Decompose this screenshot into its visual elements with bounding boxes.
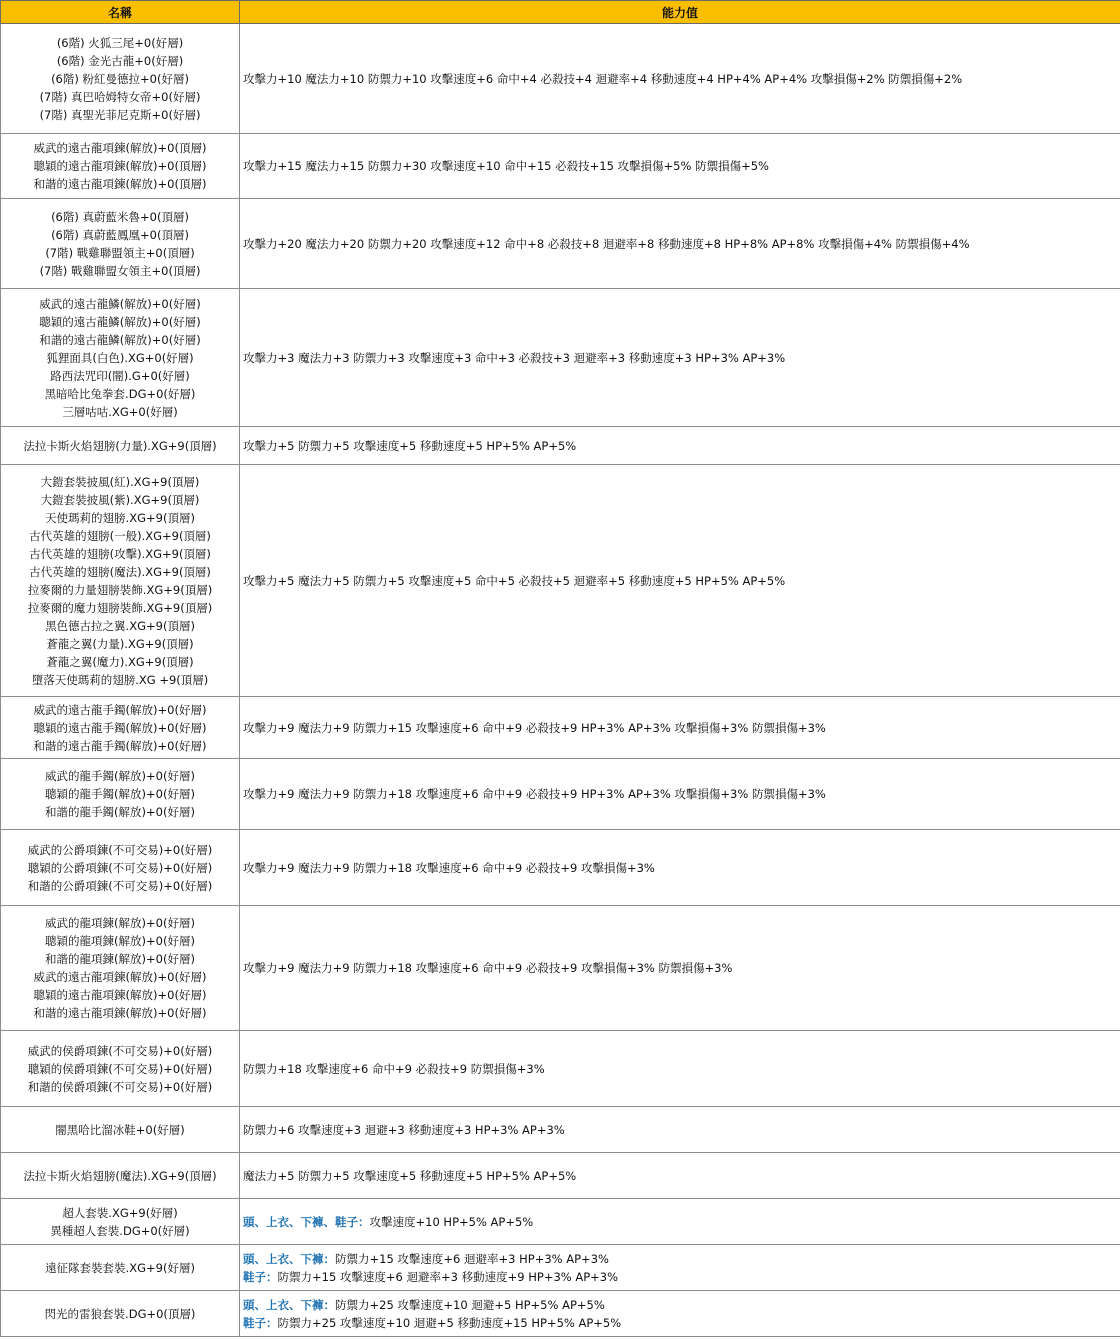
ability-value-cell <box>240 906 1120 1031</box>
item-name: 異種超人套裝.DG+0(好層) <box>50 1223 190 1238</box>
table-row <box>1 906 1120 1031</box>
item-name: 聰穎的龍手鐲(解放)+0(好層) <box>45 787 195 801</box>
item-name: 和諧的龍項鍊(解放)+0(好層) <box>45 952 195 966</box>
item-name: 聰穎的龍項鍊(解放)+0(好層) <box>45 934 195 948</box>
table-row <box>1 465 1120 697</box>
ability-value-cell <box>240 697 1120 759</box>
item-name: 黑暗哈比兔拳套.DG+0(好層) <box>44 386 196 401</box>
item-name: (7階) 戰雞聯盟領主+0(頂層) <box>45 245 195 260</box>
ability-value-cell <box>240 1199 1120 1245</box>
item-name: 狐狸面具(白色).XG+0(好層) <box>46 350 194 365</box>
ability-value-cell <box>240 289 1120 427</box>
table-row <box>1 1199 1120 1245</box>
ability-value-text: 攻擊力+20 魔法力+20 防禦力+20 攻擊速度+12 命中+8 必殺技+8 迴避率+8 移動速度+8 HP+8% AP+8% 攻擊損傷+4% 防禦損傷+4% <box>243 236 970 251</box>
ability-value-cell <box>240 24 1120 134</box>
ability-value-line <box>243 437 1120 455</box>
item-name: 超人套裝.XG+9(好層) <box>62 1205 178 1220</box>
header-value: 能力值 <box>240 1 1120 24</box>
item-name-cell <box>1 697 240 759</box>
table-row <box>1 1153 1120 1199</box>
item-name: 威武的侯爵項鍊(不可交易)+0(好層) <box>27 1043 213 1058</box>
item-name-cell <box>1 759 240 830</box>
item-name-cell <box>1 906 240 1031</box>
ability-value-line <box>243 719 1120 737</box>
header-name: 名稱 <box>1 1 240 24</box>
ability-value-line <box>243 572 1120 590</box>
item-name: 黑色德古拉之翼.XG+9(頂層) <box>45 618 195 633</box>
ability-value-text: 攻擊速度+10 HP+5% AP+5% <box>369 1214 534 1229</box>
ability-value-line <box>243 1121 1120 1139</box>
item-name: 拉麥爾的力量翅膀裝飾.XG+9(頂層) <box>27 582 213 597</box>
item-name: 墮落天使瑪莉的翅膀.XG +9(頂層) <box>31 672 209 687</box>
ability-value-line <box>243 1268 1120 1286</box>
item-name: 法拉卡斯火焰翅膀(魔法).XG+9(頂層) <box>23 1168 217 1183</box>
item-name: 和諧的遠古龍項鍊(解放)+0(好層) <box>33 1006 207 1020</box>
ability-value-text: 攻擊力+15 魔法力+15 防禦力+30 攻擊速度+10 命中+15 必殺技+15 攻擊損傷+5% 防禦損傷+5% <box>243 159 769 173</box>
item-name: 和諧的遠古龍鱗(解放)+0(好層) <box>39 332 201 347</box>
ability-value-text: 魔法力+5 防禦力+5 攻擊速度+5 移動速度+5 HP+5% AP+5% <box>243 1168 577 1183</box>
table-row <box>1 199 1120 289</box>
ability-value-text: 攻擊力+9 魔法力+9 防禦力+15 攻擊速度+6 命中+9 必殺技+9 HP+3% AP+3% 攻擊損傷+3% 防禦損傷+3% <box>243 720 826 735</box>
ability-value-line <box>243 1296 1120 1314</box>
item-name: 和諧的公爵項鍊(不可交易)+0(好層) <box>27 878 213 893</box>
item-name: 聰穎的遠古龍鱗(解放)+0(好層) <box>39 314 201 329</box>
item-name: 蒼龍之翼(力量).XG+9(頂層) <box>46 636 194 651</box>
item-name: 遠征隊套裝套裝.XG+9(好層) <box>45 1260 195 1275</box>
item-name-cell <box>1 134 240 199</box>
item-name-cell <box>1 1031 240 1107</box>
ability-value-cell <box>240 465 1120 697</box>
item-name-cell <box>1 1245 240 1291</box>
ability-value-cell <box>240 1031 1120 1107</box>
ability-value-cell <box>240 1107 1120 1153</box>
item-name: 威武的遠古龍項鍊(解放)+0(好層) <box>33 970 207 984</box>
item-name: 和諧的侯爵項鍊(不可交易)+0(好層) <box>27 1079 213 1094</box>
item-name-cell <box>1 199 240 289</box>
ability-value-text: 防禦力+15 攻擊速度+6 迴避率+3 HP+3% AP+3% <box>335 1251 609 1266</box>
item-name: 威武的龍項鍊(解放)+0(好層) <box>45 916 195 930</box>
ability-value-cell <box>240 830 1120 906</box>
ability-value-line <box>243 349 1120 367</box>
item-name-cell <box>1 1199 240 1245</box>
item-name: (6階) 真蔚藍鳳凰+0(頂層) <box>51 227 189 242</box>
equipment-slot-label: 鞋子： <box>243 1269 278 1284</box>
ability-value-text: 防禦力+6 攻擊速度+3 迴避+3 移動速度+3 HP+3% AP+3% <box>243 1122 565 1137</box>
table-row <box>1 1107 1120 1153</box>
ability-value-text: 攻擊力+9 魔法力+9 防禦力+18 攻擊速度+6 命中+9 必殺技+9 攻擊損傷+3% 防禦損傷+3% <box>243 961 733 975</box>
ability-value-cell <box>240 427 1120 465</box>
ability-value-cell <box>240 1291 1120 1337</box>
item-name: 三層咕咕.XG+0(好層) <box>62 404 178 419</box>
ability-value-line <box>243 1167 1120 1185</box>
item-name-cell <box>1 465 240 697</box>
item-name: 路西法咒印(闇).G+0(好層) <box>50 368 190 383</box>
item-name: 古代英雄的翅膀(一般).XG+9(頂層) <box>29 528 211 543</box>
ability-value-text: 攻擊力+9 魔法力+9 防禦力+18 攻擊速度+6 命中+9 必殺技+9 攻擊損傷+3% <box>243 860 655 875</box>
table-row <box>1 289 1120 427</box>
item-name: 威武的遠古龍手鐲(解放)+0(好層) <box>33 702 207 717</box>
item-name: (6階) 金光古龍+0(好層) <box>56 53 184 68</box>
item-name: 天使瑪莉的翅膀.XG+9(頂層) <box>45 510 195 525</box>
item-name: 古代英雄的翅膀(攻擊).XG+9(頂層) <box>29 546 211 561</box>
ability-value-text: 攻擊力+5 魔法力+5 防禦力+5 攻擊速度+5 命中+5 必殺技+5 迴避率+5 移動速度+5 HP+5% AP+5% <box>243 573 786 588</box>
ability-value-cell <box>240 1245 1120 1291</box>
ability-value-cell <box>240 134 1120 199</box>
item-name-cell <box>1 1291 240 1337</box>
item-name: 閃光的雷狼套裝.DG+0(頂層) <box>44 1306 196 1321</box>
item-name-cell <box>1 1153 240 1199</box>
ability-value-text: 防禦力+18 攻擊速度+6 命中+9 必殺技+9 防禦損傷+3% <box>243 1061 545 1076</box>
item-name: 蒼龍之翼(魔力).XG+9(頂層) <box>46 654 194 669</box>
equipment-slot-label: 鞋子： <box>243 1315 278 1330</box>
item-name: (6階) 火狐三尾+0(好層) <box>56 35 184 50</box>
table-row <box>1 759 1120 830</box>
ability-value-text: 攻擊力+9 魔法力+9 防禦力+18 攻擊速度+6 命中+9 必殺技+9 HP+3% AP+3% 攻擊損傷+3% 防禦損傷+3% <box>243 787 826 801</box>
table-row <box>1 1245 1120 1291</box>
ability-value-line <box>243 235 1120 253</box>
table-body <box>1 24 1120 1337</box>
item-name: 和諧的遠古龍手鐲(解放)+0(好層) <box>33 738 207 753</box>
item-name-cell <box>1 427 240 465</box>
ability-value-line <box>243 70 1120 88</box>
item-name: 法拉卡斯火焰翅膀(力量).XG+9(頂層) <box>23 438 217 453</box>
item-name: 拉麥爾的魔力翅膀裝飾.XG+9(頂層) <box>27 600 213 615</box>
item-name: 和諧的龍手鐲(解放)+0(好層) <box>45 805 195 819</box>
item-name: 威武的龍手鐲(解放)+0(好層) <box>45 769 195 783</box>
table-row <box>1 134 1120 199</box>
table-row <box>1 1291 1120 1337</box>
table-row <box>1 830 1120 906</box>
ability-value-line <box>243 1314 1120 1332</box>
ability-value-text: 攻擊力+5 防禦力+5 攻擊速度+5 移動速度+5 HP+5% AP+5% <box>243 438 577 453</box>
equipment-slot-label: 頭、上衣、下褲、鞋子： <box>243 1214 370 1229</box>
ability-value-line <box>243 1250 1120 1268</box>
item-name-cell <box>1 289 240 427</box>
ability-value-text: 攻擊力+10 魔法力+10 防禦力+10 攻擊速度+6 命中+4 必殺技+4 迴避率+4 移動速度+4 HP+4% AP+4% 攻擊損傷+2% 防禦損傷+2% <box>243 71 963 86</box>
item-name: (6階) 粉紅曼德拉+0(好層) <box>51 71 189 86</box>
item-name-cell <box>1 1107 240 1153</box>
item-name: 闇黑哈比溜冰鞋+0(好層) <box>55 1122 185 1137</box>
ability-value-text: 防禦力+15 攻擊速度+6 迴避率+3 移動速度+9 HP+3% AP+3% <box>277 1269 619 1284</box>
ability-value-cell <box>240 759 1120 830</box>
table-row <box>1 697 1120 759</box>
item-name: 聰穎的遠古龍手鐲(解放)+0(好層) <box>33 720 207 735</box>
item-name: (7階) 真聖光菲尼克斯+0(好層) <box>39 107 201 122</box>
item-name: 威武的遠古龍項鍊(解放)+0(頂層) <box>33 141 207 155</box>
ability-value-text: 攻擊力+3 魔法力+3 防禦力+3 攻擊速度+3 命中+3 必殺技+3 迴避率+3 移動速度+3 HP+3% AP+3% <box>243 350 786 365</box>
item-name: 聰穎的遠古龍項鍊(解放)+0(頂層) <box>33 159 207 173</box>
item-name: 聰穎的遠古龍項鍊(解放)+0(好層) <box>33 988 207 1002</box>
ability-value-cell <box>240 199 1120 289</box>
ability-value-line <box>243 859 1120 877</box>
ability-value-line <box>243 1213 1120 1231</box>
header-row <box>1 1 1120 24</box>
item-name-cell <box>1 830 240 906</box>
item-name: 威武的遠古龍鱗(解放)+0(好層) <box>39 296 201 311</box>
item-name: (7階) 真巴哈姆特女帝+0(好層) <box>39 89 201 104</box>
item-name: 聰穎的公爵項鍊(不可交易)+0(好層) <box>27 860 213 875</box>
table-row <box>1 1031 1120 1107</box>
ability-value-cell <box>240 1153 1120 1199</box>
ability-value-text: 防禦力+25 攻擊速度+10 迴避+5 HP+5% AP+5% <box>335 1297 605 1312</box>
item-name-cell <box>1 24 240 134</box>
equipment-slot-label: 頭、上衣、下褲： <box>243 1251 335 1266</box>
table-row <box>1 24 1120 134</box>
item-name: 古代英雄的翅膀(魔法).XG+9(頂層) <box>29 564 211 579</box>
ability-value-line <box>243 785 1120 803</box>
ability-value-line <box>243 157 1120 175</box>
item-name: 聰穎的侯爵項鍊(不可交易)+0(好層) <box>27 1061 213 1076</box>
equipment-slot-label: 頭、上衣、下褲： <box>243 1297 335 1312</box>
table-row <box>1 427 1120 465</box>
item-name: 和諧的遠古龍項鍊(解放)+0(頂層) <box>33 177 207 191</box>
item-name: 大鎧套裝披風(紫).XG+9(頂層) <box>40 492 200 507</box>
ability-value-text: 防禦力+25 攻擊速度+10 迴避+5 移動速度+15 HP+5% AP+5% <box>277 1315 622 1330</box>
item-name: 威武的公爵項鍊(不可交易)+0(好層) <box>27 842 213 857</box>
ability-value-line <box>243 959 1120 977</box>
ability-value-line <box>243 1060 1120 1078</box>
item-name: (6階) 真蔚藍米魯+0(頂層) <box>51 209 189 224</box>
item-name: 大鎧套裝披風(紅).XG+9(頂層) <box>40 474 200 489</box>
item-name: (7階) 戰雞聯盟女領主+0(頂層) <box>39 263 201 278</box>
